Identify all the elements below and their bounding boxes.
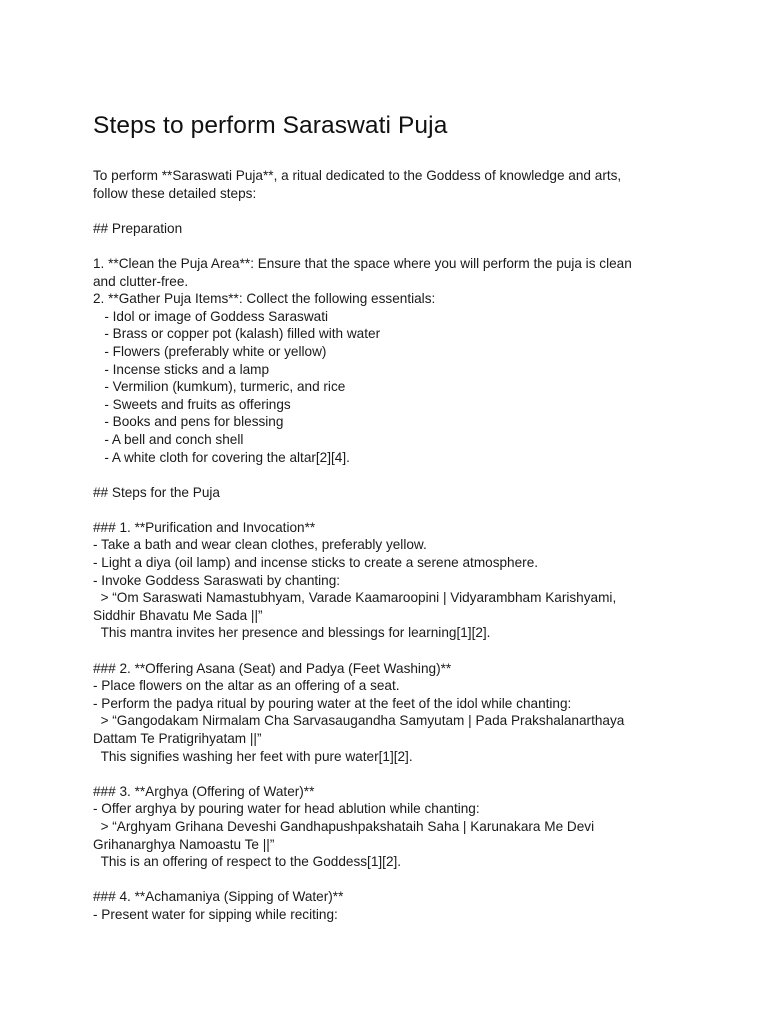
- blank-line: [93, 871, 733, 889]
- subsection-heading: ### 3. **Arghya (Offering of Water)**: [93, 783, 315, 799]
- list-item: - Light a diya (oil lamp) and incense sticks to create a serene atmosphere.: [93, 555, 539, 571]
- list-item: - A bell and conch shell: [93, 431, 244, 447]
- body-line: This is an offering of respect to the Goddess[1][2].: [93, 854, 402, 870]
- list-item: - Invoke Goddess Saraswati by chanting:: [93, 572, 341, 588]
- list-item: - A white cloth for covering the altar[2][4].: [93, 449, 350, 465]
- list-item: - Vermilion (kumkum), turmeric, and rice: [93, 379, 346, 395]
- numbered-item: 1. **Clean the Puja Area**: Ensure that the space where you will perform the puja is clean: [93, 255, 632, 271]
- document-body: [93, 167, 733, 924]
- list-item: - Place flowers on the altar as an offering of a seat.: [93, 678, 400, 694]
- section-heading: ## Preparation: [93, 220, 183, 236]
- subsection-heading: ### 1. **Purification and Invocation**: [93, 519, 316, 535]
- list-item: - Take a bath and wear clean clothes, preferably yellow.: [93, 537, 427, 553]
- section-heading: ## Steps for the Puja: [93, 484, 220, 500]
- blank-line: [93, 765, 733, 783]
- body-line: Grihanarghya Namoastu Te ||”: [93, 836, 275, 852]
- list-item: - Sweets and fruits as offerings: [93, 396, 291, 412]
- subsection-heading: ### 2. **Offering Asana (Seat) and Padya (Feet Washing)**: [93, 660, 452, 676]
- subsection-heading: ### 4. **Achamaniya (Sipping of Water)**: [93, 889, 344, 905]
- body-line: and clutter-free.: [93, 273, 189, 289]
- document-page: [93, 110, 733, 924]
- body-line: This mantra invites her presence and blessings for learning[1][2].: [93, 625, 491, 641]
- blank-line: [93, 501, 733, 519]
- mantra-quote: > “Om Saraswati Namastubhyam, Varade Kaamaroopini | Vidyarambham Karishyami,: [93, 590, 617, 606]
- numbered-item: 2. **Gather Puja Items**: Collect the following essentials:: [93, 291, 436, 307]
- list-item: - Flowers (preferably white or yellow): [93, 343, 327, 359]
- body-line: follow these detailed steps:: [93, 185, 257, 201]
- body-line: Dattam Te Pratigrihyatam ||”: [93, 731, 262, 746]
- list-item: - Brass or copper pot (kalash) filled with water: [93, 326, 381, 342]
- blank-line: [93, 466, 733, 484]
- body-line: This signifies washing her feet with pure water[1][2].: [93, 748, 413, 764]
- blank-line: [93, 237, 733, 255]
- list-item: - Offer arghya by pouring water for head ablution while chanting:: [93, 801, 480, 817]
- list-item: - Incense sticks and a lamp: [93, 361, 270, 377]
- mantra-quote: > “Arghyam Grihana Deveshi Gandhapushpakshataih Saha | Karunakara Me Devi: [93, 818, 595, 834]
- list-item: - Idol or image of Goddess Saraswati: [93, 308, 328, 324]
- body-line: To perform **Saraswati Puja**, a ritual dedicated to the Goddess of knowledge and arts,: [93, 168, 622, 183]
- document-title: Steps to perform Saraswati Puja: [93, 112, 448, 139]
- blank-line: [93, 202, 733, 220]
- list-item: - Books and pens for blessing: [93, 414, 284, 430]
- list-item: - Perform the padya ritual by pouring water at the feet of the idol while chanting:: [93, 695, 572, 711]
- mantra-quote: > “Gangodakam Nirmalam Cha Sarvasaugandha Samyutam | Pada Prakshalanarthaya: [93, 713, 625, 729]
- list-item: - Present water for sipping while reciting:: [93, 906, 338, 922]
- body-line: Siddhir Bhavatu Me Sada ||”: [93, 607, 263, 623]
- blank-line: [93, 642, 733, 660]
